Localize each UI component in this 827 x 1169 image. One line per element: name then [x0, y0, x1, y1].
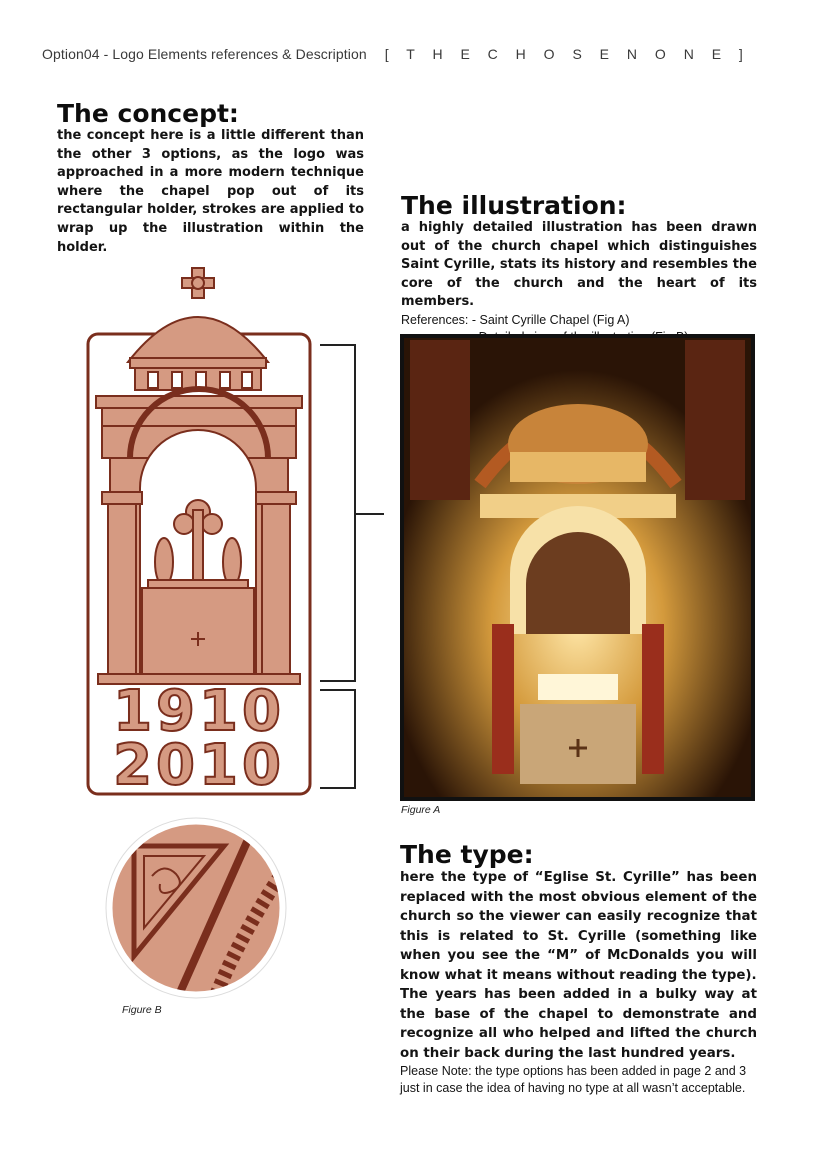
figure-b-zoom [104, 816, 288, 1000]
dome [128, 317, 268, 390]
figure-b-caption: Figure B [122, 1004, 162, 1016]
type-title: The type: [400, 840, 534, 869]
header-tag: [ T H E C H O S E N O N E ] [384, 46, 750, 62]
type-note: Please Note: the type options has been added in page 2 and 3 just in case the idea of having no type at all wasn’t acceptable. [400, 1064, 747, 1095]
chapel-logo [80, 262, 320, 802]
concept-body: the concept here is a little different than the other 3 options, as the logo was approached in a more modern technique where the chapel pop out of its rectangular holder, strokes are applied to wrap up the illustration within the holder. [57, 128, 364, 255]
year-bottom: 2010 [113, 733, 285, 798]
type-body-2: The years has been added in a bulky way at the base of the chapel to demonstrate and recognize all who helped and lifted the church on their back during the last hundred years. [400, 987, 757, 1061]
illustration-body: a highly detailed illustration has been drawn out of the church chapel which distinguishes Saint Cyrille, stats its history and resembles the core of the church and the heart of its members. [401, 220, 757, 310]
illustration-section [401, 192, 757, 346]
concept-title: The concept: [57, 99, 239, 128]
top-cross-icon [182, 268, 214, 298]
type-section [400, 841, 757, 1097]
right-column [642, 624, 664, 774]
year-top: 1910 [113, 679, 285, 744]
lower-bracket [320, 690, 355, 788]
left-column [492, 624, 514, 774]
header-prefix: Option04 - Logo Elements references & Description [42, 46, 367, 62]
type-body-1: here the type of “Eglise St. Cyrille” has been replaced with the most obvious element of the church so the viewer can easily recognize that this is related to St. Cyrille (something like when you see the “M” of McDonalds you will know what it means without reading the type). [400, 870, 757, 983]
left-fresco [410, 340, 470, 500]
right-fresco [685, 340, 745, 500]
concept-section [57, 100, 364, 257]
illustration-title: The illustration: [401, 191, 627, 220]
reference-line-1: References: - Saint Cyrille Chapel (Fig A) [401, 312, 630, 327]
page-header [42, 46, 750, 62]
brackets [318, 342, 388, 792]
figure-a-photo [400, 334, 755, 801]
upper-bracket [320, 345, 355, 681]
figure-a-caption: Figure A [401, 804, 441, 816]
